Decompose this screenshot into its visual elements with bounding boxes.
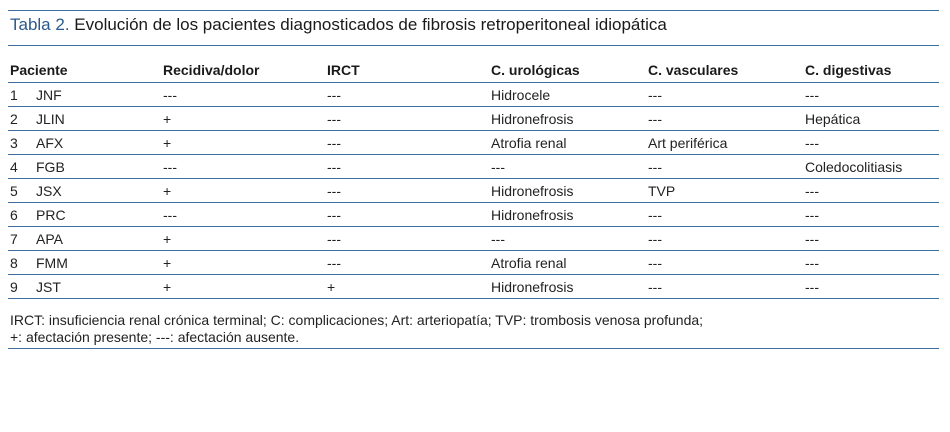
cell-digestivas: --- <box>803 83 939 107</box>
patient-id: AFX <box>36 134 64 151</box>
cell-recidiva: + <box>161 275 325 299</box>
patient-id: PRC <box>36 206 66 223</box>
cell-digestivas: Hepática <box>803 107 939 131</box>
cell-paciente <box>8 179 161 203</box>
title-rule <box>8 45 939 46</box>
cell-recidiva: + <box>161 227 325 251</box>
col-header-vasculares: C. vasculares <box>646 58 803 83</box>
table-row <box>8 203 939 227</box>
cell-vasculares: --- <box>646 107 803 131</box>
cell-vasculares: --- <box>646 83 803 107</box>
table-row <box>8 107 939 131</box>
cell-vasculares: TVP <box>646 179 803 203</box>
cell-digestivas: Coledocolitiasis <box>803 155 939 179</box>
patient-number: 3 <box>10 134 18 151</box>
top-rule <box>8 10 939 11</box>
cell-paciente <box>8 251 161 275</box>
cell-irct: --- <box>325 179 489 203</box>
table-title <box>10 15 667 35</box>
cell-vasculares: --- <box>646 227 803 251</box>
col-header-digestivas: C. digestivas <box>803 58 939 83</box>
col-header-recidiva: Recidiva/dolor <box>161 58 325 83</box>
patient-id: JSX <box>36 182 62 199</box>
cell-urologicas: Hidronefrosis <box>489 275 646 299</box>
cell-urologicas: Atrofia renal <box>489 131 646 155</box>
col-header-irct: IRCT <box>325 58 489 83</box>
cell-irct: --- <box>325 251 489 275</box>
cell-recidiva: + <box>161 131 325 155</box>
cell-digestivas: --- <box>803 203 939 227</box>
patient-number: 2 <box>10 110 18 127</box>
cell-vasculares: --- <box>646 203 803 227</box>
cell-irct: --- <box>325 227 489 251</box>
patient-number: 6 <box>10 206 18 223</box>
patient-id: JST <box>36 278 61 295</box>
cell-recidiva: + <box>161 107 325 131</box>
cell-paciente <box>8 107 161 131</box>
cell-vasculares: --- <box>646 275 803 299</box>
cell-digestivas: --- <box>803 227 939 251</box>
table-row <box>8 179 939 203</box>
cell-recidiva: --- <box>161 155 325 179</box>
table-title-text: Evolución de los pacientes diagnosticados de fibrosis retroperitoneal idiopática <box>74 15 667 34</box>
patient-id: JLIN <box>36 110 65 127</box>
cell-irct: --- <box>325 107 489 131</box>
patient-number: 1 <box>10 86 18 103</box>
cell-urologicas: --- <box>489 155 646 179</box>
table-row <box>8 251 939 275</box>
cell-digestivas: --- <box>803 179 939 203</box>
cell-recidiva: + <box>161 179 325 203</box>
cell-irct: + <box>325 275 489 299</box>
patient-number: 7 <box>10 230 18 247</box>
cell-irct: --- <box>325 155 489 179</box>
cell-urologicas: Atrofia renal <box>489 251 646 275</box>
cell-digestivas: --- <box>803 275 939 299</box>
cell-vasculares: --- <box>646 251 803 275</box>
col-header-paciente: Paciente <box>8 58 161 83</box>
cell-paciente <box>8 155 161 179</box>
table-row <box>8 275 939 299</box>
col-header-urologicas: C. urológicas <box>489 58 646 83</box>
cell-digestivas: --- <box>803 251 939 275</box>
patient-id: FMM <box>36 254 68 271</box>
cell-irct: --- <box>325 203 489 227</box>
table-footnote <box>10 312 703 346</box>
patient-id: APA <box>36 230 63 247</box>
patient-number: 8 <box>10 254 18 271</box>
cell-irct: --- <box>325 83 489 107</box>
cell-digestivas: --- <box>803 131 939 155</box>
table-row <box>8 83 939 107</box>
cell-paciente <box>8 83 161 107</box>
header-row <box>8 58 939 83</box>
cell-recidiva: + <box>161 251 325 275</box>
cell-vasculares: Art periférica <box>646 131 803 155</box>
patient-number: 5 <box>10 182 18 199</box>
cell-recidiva: --- <box>161 203 325 227</box>
cell-paciente <box>8 203 161 227</box>
footnote-line: +: afectación presente; ---: afectación ausente. <box>10 329 300 345</box>
table-row <box>8 131 939 155</box>
cell-paciente <box>8 275 161 299</box>
cell-urologicas: Hidrocele <box>489 83 646 107</box>
cell-urologicas: Hidronefrosis <box>489 107 646 131</box>
cell-urologicas: --- <box>489 227 646 251</box>
cell-paciente <box>8 227 161 251</box>
cell-urologicas: Hidronefrosis <box>489 179 646 203</box>
patient-number: 9 <box>10 278 18 295</box>
table-row <box>8 155 939 179</box>
cell-irct: --- <box>325 131 489 155</box>
table-label: Tabla 2. <box>10 15 70 34</box>
cell-recidiva: --- <box>161 83 325 107</box>
footnote-line: IRCT: insuficiencia renal crónica terminal; C: complicaciones; Art: arteriopatía; TVP: trombosis venosa profunda; <box>10 312 704 328</box>
cell-vasculares: --- <box>646 155 803 179</box>
cell-paciente <box>8 131 161 155</box>
table-row <box>8 227 939 251</box>
patient-id: FGB <box>36 158 65 175</box>
cell-urologicas: Hidronefrosis <box>489 203 646 227</box>
bottom-rule <box>8 348 939 349</box>
patient-id: JNF <box>36 86 62 103</box>
patient-number: 4 <box>10 158 18 175</box>
patients-table <box>8 58 939 299</box>
